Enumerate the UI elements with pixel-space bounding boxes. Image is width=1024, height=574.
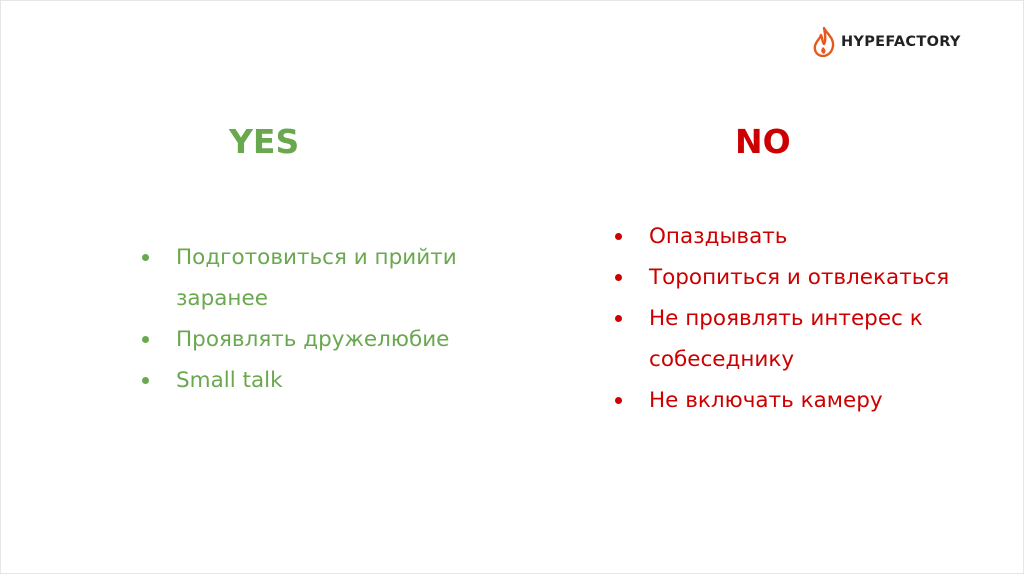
bullet-icon — [142, 336, 149, 343]
bullet-icon — [142, 254, 149, 261]
yes-list — [139, 237, 519, 401]
bullet-icon — [615, 315, 622, 322]
yes-item-text: Small talk — [176, 368, 283, 393]
yes-item-text: Подготовиться и прийти заранее — [176, 245, 457, 311]
list-item — [139, 360, 519, 401]
no-heading: NO — [735, 122, 791, 161]
bullet-icon — [615, 233, 622, 240]
bullet-icon — [615, 274, 622, 281]
list-item — [612, 380, 1012, 421]
yes-item-text: Проявлять дружелюбие — [176, 327, 450, 352]
bullet-icon — [615, 397, 622, 404]
no-item-text: Не проявлять интерес к собеседнику — [649, 306, 923, 372]
list-item — [612, 216, 1012, 257]
no-list — [612, 216, 1012, 421]
list-item — [139, 237, 519, 319]
yes-heading: YES — [229, 122, 300, 161]
brand-logo — [813, 27, 961, 57]
bullet-icon — [142, 377, 149, 384]
no-item-text: Опаздывать — [649, 224, 788, 249]
no-item-text: Торопиться и отвлекаться — [649, 265, 950, 290]
no-item-text: Не включать камеру — [649, 388, 883, 413]
list-item — [612, 257, 1012, 298]
list-item — [612, 298, 1012, 380]
list-item — [139, 319, 519, 360]
brand-name: HYPEFACTORY — [841, 34, 961, 50]
flame-icon — [813, 27, 835, 57]
